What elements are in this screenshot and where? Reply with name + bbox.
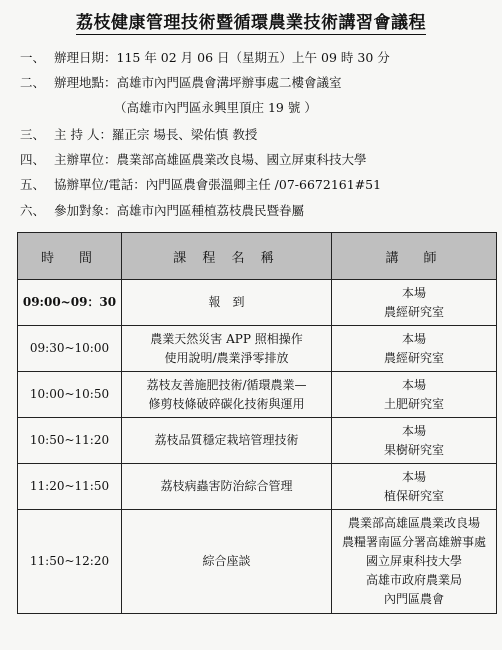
agenda-table bbox=[17, 232, 497, 614]
table-row bbox=[18, 464, 497, 510]
row-time: 09:00~09：30 bbox=[18, 280, 122, 326]
table-row bbox=[18, 280, 497, 326]
row-course: 荔枝品質穩定栽培管理技術 bbox=[122, 418, 332, 464]
header-course: 課 程 名 稱 bbox=[122, 233, 332, 280]
row-course: 荔枝病蟲害防治綜合管理 bbox=[122, 464, 332, 510]
table-header-row bbox=[18, 233, 497, 280]
row-course: 綜合座談 bbox=[122, 510, 332, 614]
row-time: 11:50~12:20 bbox=[18, 510, 122, 614]
row-course: 報 到 bbox=[122, 280, 332, 326]
info-host: 三、 主 持 人：羅正宗 場長、梁佑慎 教授 bbox=[20, 127, 258, 142]
row-course: 農業天然災害 APP 照相操作 使用說明/農業淨零排放 bbox=[122, 326, 332, 372]
table-row bbox=[18, 510, 497, 614]
row-time: 10:00~10:50 bbox=[18, 372, 122, 418]
table-row bbox=[18, 418, 497, 464]
row-speaker: 本場 農經研究室 bbox=[332, 280, 497, 326]
row-time: 10:50~11:20 bbox=[18, 418, 122, 464]
info-location: 二、 辦理地點：高雄市內門區農會溝坪辦事處二樓會議室 bbox=[20, 75, 342, 90]
row-speaker: 本場 植保研究室 bbox=[332, 464, 497, 510]
row-course: 荔枝友善施肥技術/循環農業— 修剪枝條破碎碳化技術與運用 bbox=[122, 372, 332, 418]
row-speaker: 本場 農經研究室 bbox=[332, 326, 497, 372]
info-organizer: 四、 主辦單位：農業部高雄區農業改良場、國立屏東科技大學 bbox=[20, 152, 367, 167]
header-time: 時 間 bbox=[18, 233, 122, 280]
row-time: 09:30~10:00 bbox=[18, 326, 122, 372]
info-audience: 六、 參加對象：高雄市內門區種植荔枝農民暨眷屬 bbox=[20, 203, 305, 218]
header-speaker: 講 師 bbox=[332, 233, 497, 280]
row-time: 11:20~11:50 bbox=[18, 464, 122, 510]
row-speaker: 本場 土肥研究室 bbox=[332, 372, 497, 418]
page-title: 荔枝健康管理技術暨循環農業技術講習會議程 bbox=[76, 13, 426, 33]
row-speaker: 本場 果樹研究室 bbox=[332, 418, 497, 464]
table-row bbox=[18, 326, 497, 372]
info-co-organizer: 五、 協辦單位/電話：內門區農會張溫卿主任 /07-6672161#51 bbox=[20, 177, 382, 192]
row-speaker: 農業部高雄區農業改良場 農糧署南區分署高雄辦事處 國立屏東科技大學 高雄市政府農業局 內門區農會 bbox=[332, 510, 497, 614]
table-row bbox=[18, 372, 497, 418]
info-date: 一、 辦理日期：115 年 02 月 06 日（星期五）上午 09 時 30 分 bbox=[20, 50, 390, 65]
info-address: （高雄市內門區永興里頂庄 19 號 ） bbox=[114, 100, 317, 115]
